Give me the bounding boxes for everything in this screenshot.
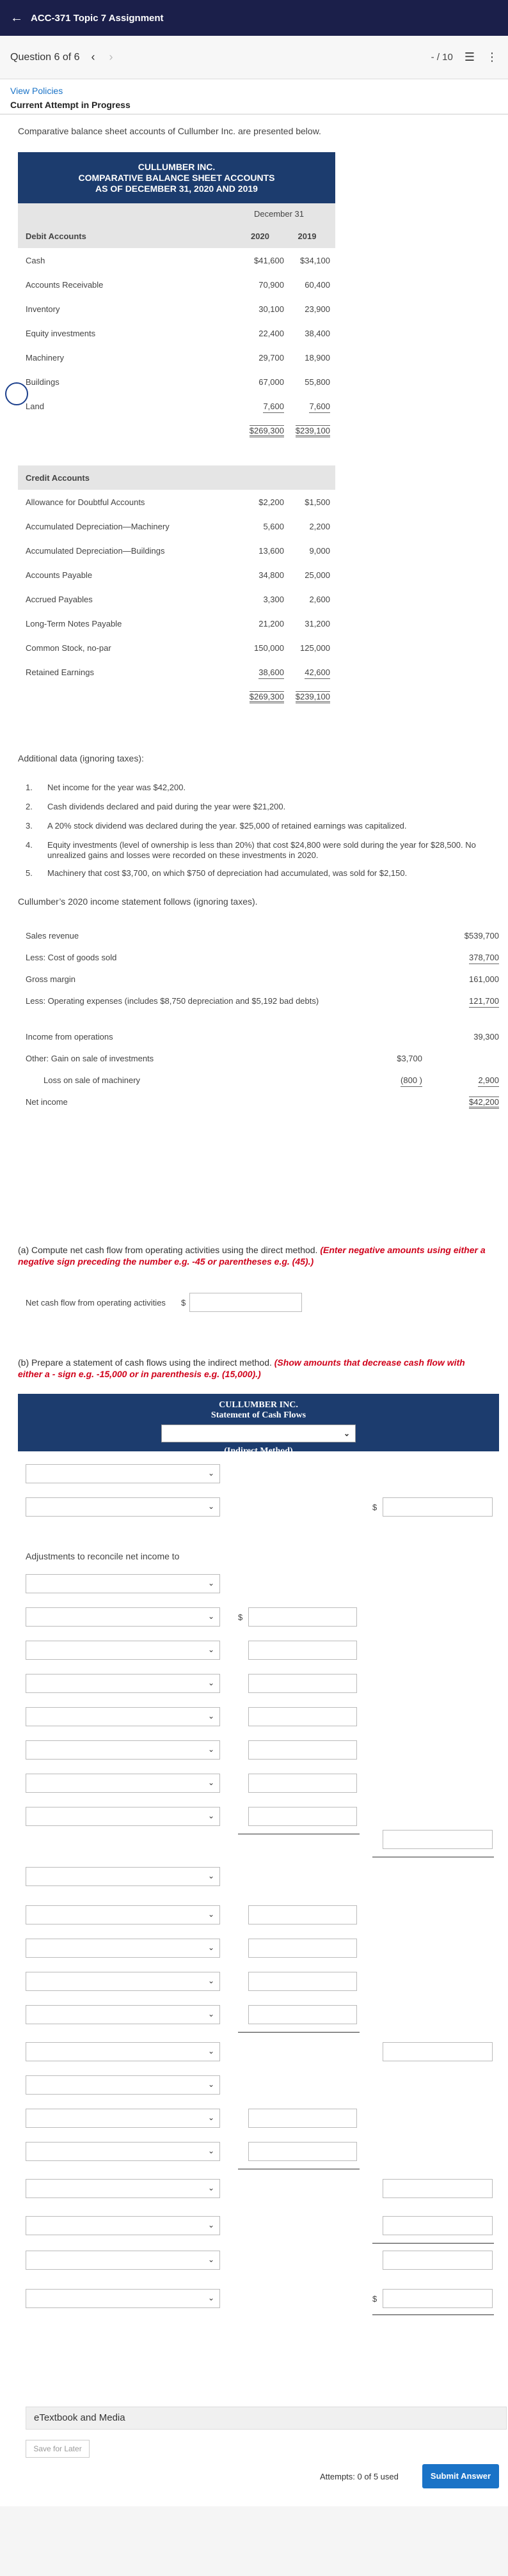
cf-company: CULLUMBER INC. bbox=[219, 1400, 298, 1410]
amount-input[interactable] bbox=[248, 2005, 357, 2024]
credit-rows bbox=[18, 490, 335, 684]
item-number: 4. bbox=[26, 840, 33, 850]
dollar-sign: $ bbox=[238, 1612, 243, 1622]
account-select[interactable] bbox=[26, 2179, 220, 2198]
bs-date: AS OF DECEMBER 31, 2020 AND 2019 bbox=[95, 183, 258, 194]
debit-2019: 23,900 bbox=[305, 304, 330, 314]
income-row bbox=[18, 948, 499, 969]
amount-input[interactable] bbox=[383, 2289, 493, 2308]
amount-input[interactable] bbox=[248, 1674, 357, 1693]
credit-row bbox=[18, 514, 335, 538]
income-row bbox=[18, 1049, 499, 1070]
bs-company: CULLUMBER INC. bbox=[138, 161, 216, 172]
credit-2020: 34,800 bbox=[258, 570, 284, 580]
credit-2020: 13,600 bbox=[258, 545, 284, 556]
part-b-hint: (Show amounts that decrease cash flow with either a - sign e.g. -15,000 or in parenthesis e.g. (15,000).) bbox=[18, 1357, 465, 1379]
debit-2019: 55,800 bbox=[305, 377, 330, 387]
view-policies-link[interactable]: View Policies bbox=[10, 86, 63, 96]
part-a-question bbox=[18, 1244, 491, 1267]
underline bbox=[238, 2032, 360, 2033]
amount-input[interactable] bbox=[383, 2216, 493, 2235]
score: - / 10 bbox=[431, 52, 453, 63]
debit-2020: $41,600 bbox=[254, 255, 284, 265]
period-select[interactable] bbox=[161, 1425, 356, 1442]
amount-input[interactable] bbox=[248, 2109, 357, 2128]
credit-2020: 5,600 bbox=[263, 521, 284, 531]
credit-label: Long-Term Notes Payable bbox=[26, 618, 122, 628]
credit-total-row bbox=[18, 684, 335, 708]
debit-2019: $34,100 bbox=[300, 255, 330, 265]
amount-input[interactable] bbox=[248, 1972, 357, 1991]
income-label: Other: Gain on sale of investments bbox=[26, 1054, 154, 1063]
dec31-label: December 31 bbox=[253, 208, 305, 219]
credit-2020: 21,200 bbox=[258, 618, 284, 628]
credit-2019: 2,600 bbox=[309, 594, 330, 604]
credit-2019: 9,000 bbox=[309, 545, 330, 556]
dollar-sign: $ bbox=[180, 1297, 186, 1308]
year-2020: 2020 bbox=[251, 231, 269, 241]
amount-input[interactable] bbox=[248, 1807, 357, 1826]
account-select[interactable] bbox=[26, 2075, 220, 2095]
chevron-down-icon: ⌄ bbox=[343, 1429, 350, 1438]
chevron-down-icon: ⌄ bbox=[207, 2113, 214, 2122]
income-label: Loss on sale of machinery bbox=[44, 1075, 141, 1085]
credit-label: Retained Earnings bbox=[26, 667, 94, 677]
account-select[interactable] bbox=[26, 2042, 220, 2061]
account-select[interactable] bbox=[26, 1740, 220, 1760]
attempt-status: Current Attempt in Progress bbox=[10, 100, 131, 110]
footer bbox=[0, 2506, 508, 2576]
debit-2019: 60,400 bbox=[305, 279, 330, 290]
debit-2020: 70,900 bbox=[258, 279, 284, 290]
credit-2020: 38,600 bbox=[258, 667, 284, 679]
credit-2019: 125,000 bbox=[300, 643, 330, 653]
assignment-title: ACC-371 Topic 7 Assignment bbox=[31, 12, 164, 24]
account-select[interactable] bbox=[26, 1574, 220, 1593]
debit-row bbox=[18, 394, 335, 418]
credit-label: Accrued Payables bbox=[26, 594, 93, 604]
credit-2019: 42,600 bbox=[305, 667, 330, 679]
submit-answer-button[interactable]: Submit Answer bbox=[422, 2464, 499, 2488]
income-row bbox=[18, 1092, 499, 1114]
chevron-down-icon: ⌄ bbox=[207, 1745, 214, 1754]
debit-2020: 30,100 bbox=[258, 304, 284, 314]
debit-header: Debit Accounts bbox=[26, 231, 86, 241]
income-mid: (800 ) bbox=[401, 1075, 422, 1087]
chevron-down-icon: ⌄ bbox=[207, 1712, 214, 1721]
bs-title: COMPARATIVE BALANCE SHEET ACCOUNTS bbox=[78, 172, 275, 183]
debit-label: Inventory bbox=[26, 304, 60, 314]
chevron-down-icon: ⌄ bbox=[207, 2010, 214, 2018]
top-bar bbox=[0, 0, 508, 36]
income-value: $42,200 bbox=[469, 1097, 499, 1109]
income-value: 2,900 bbox=[478, 1075, 499, 1087]
income-label: Sales revenue bbox=[26, 931, 79, 941]
item-number: 5. bbox=[26, 868, 33, 878]
list-icon[interactable]: ☰ bbox=[464, 51, 475, 63]
chevron-down-icon: ⌄ bbox=[207, 2293, 214, 2302]
cf-title: Statement of Cash Flows bbox=[210, 1410, 306, 1420]
debit-2019: 7,600 bbox=[309, 402, 330, 413]
credit-row bbox=[18, 563, 335, 587]
item-text: Cash dividends declared and paid during the year were $21,200. bbox=[47, 802, 286, 811]
balance-sheet-header bbox=[18, 152, 335, 203]
account-select[interactable] bbox=[26, 1939, 220, 1958]
account-select[interactable] bbox=[26, 2005, 220, 2024]
debit-total-2020: $269,300 bbox=[250, 425, 284, 437]
item-number: 1. bbox=[26, 783, 33, 792]
chevron-left-icon[interactable]: ‹ bbox=[91, 51, 109, 63]
chevron-down-icon: ⌄ bbox=[207, 1612, 214, 1621]
amount-input[interactable] bbox=[383, 2251, 493, 2270]
account-select[interactable] bbox=[26, 2289, 220, 2308]
credit-row bbox=[18, 611, 335, 636]
chevron-down-icon: ⌄ bbox=[207, 1871, 214, 1880]
income-value: 121,700 bbox=[469, 996, 499, 1008]
debit-label: Equity investments bbox=[26, 328, 96, 338]
income-value: 161,000 bbox=[469, 974, 499, 984]
credit-2019: $1,500 bbox=[305, 497, 330, 507]
underline bbox=[372, 2314, 494, 2315]
credit-2020: 150,000 bbox=[254, 643, 284, 653]
account-select[interactable] bbox=[26, 1464, 220, 1483]
item-text: A 20% stock dividend was declared during the year. $25,000 of retained earnings was capitalized. bbox=[47, 821, 407, 831]
credit-header: Credit Accounts bbox=[26, 472, 90, 483]
question-arrows bbox=[91, 51, 127, 64]
credit-label: Accumulated Depreciation—Machinery bbox=[26, 521, 170, 531]
chevron-down-icon: ⌄ bbox=[207, 2221, 214, 2229]
item-number: 3. bbox=[26, 821, 33, 831]
debit-2020: 7,600 bbox=[263, 402, 284, 413]
amount-input[interactable] bbox=[248, 1939, 357, 1958]
net-cash-input[interactable] bbox=[189, 1293, 302, 1312]
chevron-down-icon: ⌄ bbox=[207, 2146, 214, 2155]
chevron-down-icon: ⌄ bbox=[207, 1778, 214, 1787]
intro-text: Comparative balance sheet accounts of Cullumber Inc. are presented below. bbox=[18, 126, 321, 136]
account-select[interactable] bbox=[26, 2251, 220, 2270]
part-b-text: (b) Prepare a statement of cash flows using the indirect method. bbox=[18, 1357, 272, 1368]
net-cash-row bbox=[26, 1293, 302, 1312]
debit-label: Accounts Receivable bbox=[26, 279, 104, 290]
amount-input[interactable] bbox=[383, 2042, 493, 2061]
credit-label: Accounts Payable bbox=[26, 570, 93, 580]
credit-2019: 31,200 bbox=[305, 618, 330, 628]
debit-total-row bbox=[18, 418, 335, 442]
account-select[interactable] bbox=[26, 1641, 220, 1660]
chevron-down-icon: ⌄ bbox=[207, 2080, 214, 2089]
debit-row bbox=[18, 297, 335, 321]
amount-input[interactable] bbox=[248, 1607, 357, 1627]
chevron-down-icon: ⌄ bbox=[207, 1645, 214, 1654]
debit-label: Cash bbox=[26, 255, 45, 265]
additional-heading: Additional data (ignoring taxes): bbox=[18, 753, 144, 763]
account-select[interactable] bbox=[26, 1707, 220, 1726]
debit-2020: 29,700 bbox=[258, 352, 284, 363]
amount-input[interactable] bbox=[248, 1641, 357, 1660]
credit-label: Accumulated Depreciation—Buildings bbox=[26, 545, 165, 556]
credit-label: Allowance for Doubtful Accounts bbox=[26, 497, 145, 507]
amount-input[interactable] bbox=[248, 1905, 357, 1924]
part-a-text: (a) Compute net cash flow from operating activities using the direct method. bbox=[18, 1245, 318, 1255]
credit-2019: 2,200 bbox=[309, 521, 330, 531]
income-value: 39,300 bbox=[473, 1032, 499, 1042]
income-label: Less: Cost of goods sold bbox=[26, 953, 117, 962]
account-select[interactable] bbox=[26, 1607, 220, 1627]
debit-label: Buildings bbox=[26, 377, 60, 387]
debit-row bbox=[18, 345, 335, 370]
dollar-sign: $ bbox=[372, 1503, 377, 1512]
income-label: Income from operations bbox=[26, 1032, 113, 1042]
account-select[interactable] bbox=[26, 2142, 220, 2161]
dec31-row bbox=[18, 203, 335, 224]
cf-method: (Indirect Method) bbox=[224, 1446, 293, 1456]
attempts-count: Attempts: 0 of 5 used bbox=[320, 2472, 399, 2481]
credit-total-2020: $269,300 bbox=[250, 691, 284, 703]
credit-row bbox=[18, 587, 335, 611]
chevron-down-icon: ⌄ bbox=[207, 1811, 214, 1820]
item-text: Net income for the year was $42,200. bbox=[47, 783, 186, 792]
etextbook-section[interactable]: eTextbook and Media bbox=[26, 2407, 507, 2430]
debit-2020: 67,000 bbox=[258, 377, 284, 387]
amount-input[interactable] bbox=[248, 2142, 357, 2161]
income-mid: $3,700 bbox=[397, 1054, 422, 1063]
income-label: Gross margin bbox=[26, 974, 76, 984]
chevron-down-icon: ⌄ bbox=[207, 2047, 214, 2056]
credit-row bbox=[18, 538, 335, 563]
additional-item bbox=[18, 839, 491, 867]
cash-flow-header bbox=[18, 1394, 499, 1456]
account-select[interactable] bbox=[26, 1674, 220, 1693]
chevron-right-icon[interactable]: › bbox=[109, 51, 127, 63]
cursor-indicator bbox=[5, 382, 28, 405]
question-label: Question 6 of 6 bbox=[10, 51, 80, 63]
income-row bbox=[18, 1027, 499, 1049]
additional-items bbox=[18, 781, 491, 886]
adjustments-label: Adjustments to reconcile net income to bbox=[26, 1551, 180, 1561]
income-row bbox=[18, 969, 499, 991]
debit-total-2019: $239,100 bbox=[296, 425, 330, 437]
account-select[interactable] bbox=[26, 2216, 220, 2235]
chevron-down-icon: ⌄ bbox=[207, 1943, 214, 1952]
income-label: Net income bbox=[26, 1097, 68, 1107]
credit-total-2019: $239,100 bbox=[296, 691, 330, 703]
credit-2020: $2,200 bbox=[258, 497, 284, 507]
question-nav bbox=[0, 36, 508, 79]
more-vertical-icon[interactable]: ⋮ bbox=[486, 51, 498, 63]
chevron-down-icon: ⌄ bbox=[207, 1910, 214, 1919]
account-select[interactable] bbox=[26, 1497, 220, 1517]
save-for-later-button[interactable]: Save for Later bbox=[26, 2440, 90, 2458]
debit-2020: 22,400 bbox=[258, 328, 284, 338]
chevron-down-icon: ⌄ bbox=[207, 1502, 214, 1511]
credit-row bbox=[18, 636, 335, 660]
arrow-left-icon[interactable]: ← bbox=[10, 10, 23, 25]
credit-row bbox=[18, 660, 335, 684]
credit-header-row bbox=[18, 465, 335, 490]
account-select[interactable] bbox=[26, 2109, 220, 2128]
credit-row bbox=[18, 490, 335, 514]
income-value: 378,700 bbox=[469, 953, 499, 964]
account-select[interactable] bbox=[26, 1972, 220, 1991]
chevron-down-icon: ⌄ bbox=[207, 1678, 214, 1687]
amount-input[interactable] bbox=[248, 1707, 357, 1726]
additional-item bbox=[18, 867, 491, 886]
item-text: Equity investments (level of ownership is less than 20%) that cost $24,800 were sold during the year for $28,500. No unrealized gains and losses were recorded on these investments in 2020. bbox=[47, 840, 476, 860]
account-select[interactable] bbox=[26, 1867, 220, 1886]
chevron-down-icon: ⌄ bbox=[207, 2183, 214, 2192]
debit-header-row bbox=[18, 224, 335, 248]
amount-input[interactable] bbox=[248, 1774, 357, 1793]
balance-sheet bbox=[18, 152, 335, 708]
debit-label: Land bbox=[26, 401, 44, 411]
amount-input[interactable] bbox=[383, 2179, 493, 2198]
debit-2019: 18,900 bbox=[305, 352, 330, 363]
chevron-down-icon: ⌄ bbox=[207, 1976, 214, 1985]
year-2019: 2019 bbox=[298, 231, 317, 241]
amount-input[interactable] bbox=[383, 1830, 493, 1849]
item-text: Machinery that cost $3,700, on which $750 of depreciation had accumulated, was sold for $2,150. bbox=[47, 868, 408, 878]
account-select[interactable] bbox=[26, 1905, 220, 1924]
income-statement bbox=[18, 926, 499, 1114]
chevron-down-icon: ⌄ bbox=[207, 1469, 214, 1478]
income-intro: Cullumber’s 2020 income statement follows (ignoring taxes). bbox=[18, 896, 258, 907]
additional-item bbox=[18, 820, 491, 839]
chevron-down-icon: ⌄ bbox=[207, 2255, 214, 2264]
debit-row bbox=[18, 321, 335, 345]
amount-input[interactable] bbox=[248, 1740, 357, 1760]
income-value: $539,700 bbox=[464, 931, 499, 941]
debit-row bbox=[18, 370, 335, 394]
account-select[interactable] bbox=[26, 1807, 220, 1826]
additional-item bbox=[18, 781, 491, 800]
account-select[interactable] bbox=[26, 1774, 220, 1793]
item-number: 2. bbox=[26, 802, 33, 811]
income-row bbox=[18, 926, 499, 948]
income-row bbox=[18, 991, 499, 1027]
part-a-hint: (Enter negative amounts using either a negative sign preceding the number e.g. -45 or parentheses e.g. (45).) bbox=[18, 1245, 486, 1267]
debit-row bbox=[18, 272, 335, 297]
part-b-question bbox=[18, 1357, 491, 1380]
debit-row bbox=[18, 248, 335, 272]
chevron-down-icon: ⌄ bbox=[207, 1579, 214, 1588]
debit-2019: 38,400 bbox=[305, 328, 330, 338]
credit-2020: 3,300 bbox=[263, 594, 284, 604]
income-row bbox=[18, 1070, 499, 1092]
net-cash-label: Net cash flow from operating activities bbox=[26, 1297, 166, 1308]
underline bbox=[372, 2243, 494, 2244]
debit-label: Machinery bbox=[26, 352, 64, 363]
amount-input[interactable] bbox=[383, 1497, 493, 1517]
dollar-sign: $ bbox=[372, 2294, 377, 2304]
additional-item bbox=[18, 800, 491, 820]
debit-rows bbox=[18, 248, 335, 418]
income-label: Less: Operating expenses (includes $8,750 depreciation and $5,192 bad debts) bbox=[26, 996, 319, 1006]
credit-label: Common Stock, no-par bbox=[26, 643, 111, 653]
credit-2019: 25,000 bbox=[305, 570, 330, 580]
